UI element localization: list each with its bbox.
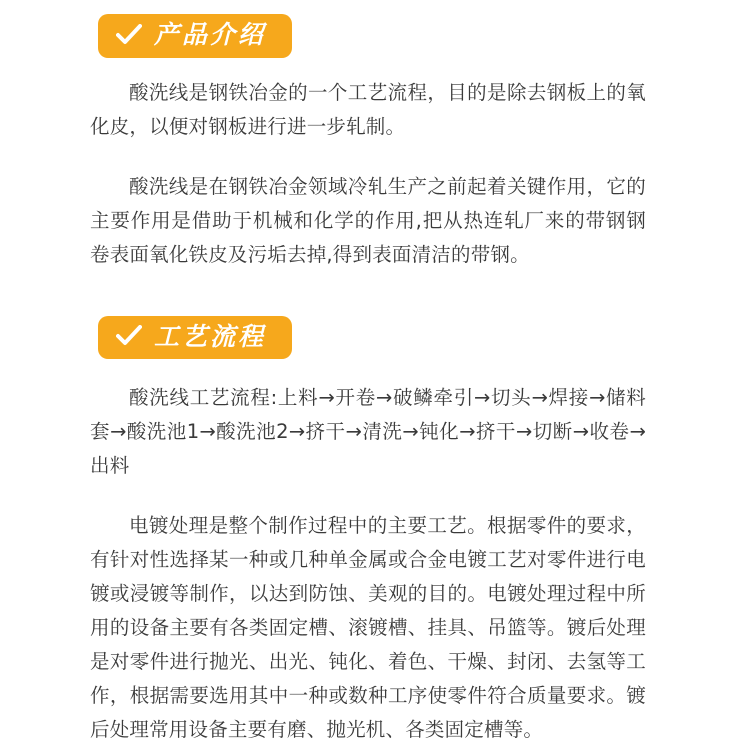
check-icon [116,325,142,347]
spacer [90,272,646,302]
spacer [90,483,646,509]
paragraph-process-flow-steps: 酸洗线工艺流程:上料→开卷→破鳞牵引→切头→焊接→储料套→酸洗池1→酸洗池2→挤干→清洗→钝化→挤干→切断→收卷→出料 [90,386,646,477]
check-icon [116,24,142,46]
spacer [90,62,646,76]
paragraph-product-intro-2: 酸洗线是在钢铁冶金领域冷轧生产之前起着关键作用，它的主要作用是借助于机械和化学的作用,把从热连轧厂来的带钢钢卷表面氧化铁皮及污垢去掉,得到表面清洁的带钢。 [90,174,646,266]
section-title: 产品介绍 [154,20,267,49]
paragraph-plating-process: 电镀处理是整个制作过程中的主要工艺。根据零件的要求，有针对性选择某一种或几种单金属或合金电镀工艺对零件进行电镀或浸镀等制作，以达到防蚀、美观的目的。电镀处理过程中所用的设备主要有各类固定槽、滚镀槽、挂具、吊篮等。镀后处理是对零件进行抛光、出光、钝化、着色、干燥、封闭、去氢等工作，根据需要选用其中一种或数种工序使零件符合质量要求。镀后处理常用设备主要有磨、抛光机、各类固定槽等。 [90,514,646,741]
spacer [90,144,646,170]
paragraph-product-intro-1: 酸洗线是钢铁冶金的一个工艺流程，目的是除去钢板上的氧化皮，以便对钢板进行进一步轧制。 [90,80,646,138]
section-title: 工艺流程 [154,321,267,351]
section-header-product-intro [98,14,292,58]
spacer [90,363,646,377]
section-header-process-flow [98,316,292,360]
